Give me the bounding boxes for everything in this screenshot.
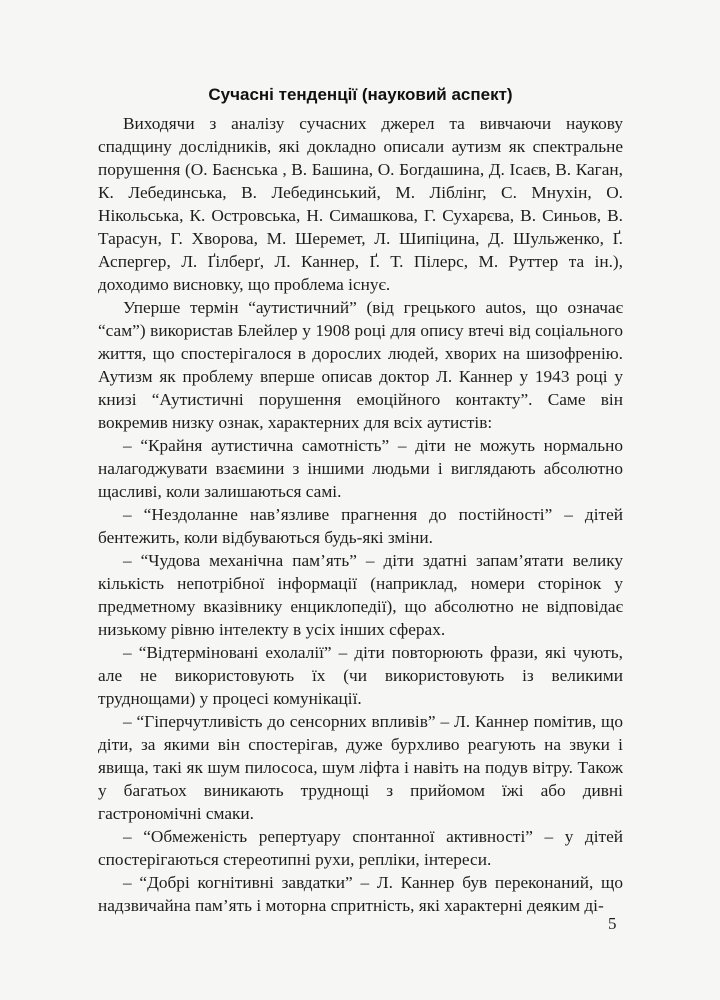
- section-heading: Сучасні тенденції (науковий аспект): [208, 85, 513, 104]
- text-column: [98, 82, 623, 917]
- page-number: 5: [608, 914, 617, 933]
- paragraph-term-history: Уперше термін “аутистичний” (від грецького autos, що означає “сам”) використав Блейлер у 1908 році для опису втечі від соціального життя, що спостерігалося в дорослих людей, хворих на шизофренію. Аутизм як проблему вперше описав доктор Л. Каннер у 1943 році у книзі “Аутистичні порушення емоційного контакту”. Саме він вокремив низку ознак, характерних для всіх аутистів:: [98, 298, 623, 432]
- list-item-autistic-loneliness: – “Крайня аутистична самотність” – діти не можуть нормально налагоджувати взаємини з іншими людьми і виглядають абсолютно щасливі, коли залишаються самі.: [98, 436, 623, 501]
- list-item-persistence: – “Нездоланне нав’язливе прагнення до постійності” – дітей бентежить, коли відбуваються будь-які зміни.: [98, 505, 623, 547]
- paragraph-intro: Виходячи з аналізу сучасних джерел та вивчаючи наукову спадщину дослідників, які докладно описали аутизм як спектральне порушення (О. Баєнська , В. Башина, О. Богдашина, Д. Ісаєв, В. Каган, К. Лебединська, В. Лебединський, М. Ліблінг, С. Мнухін, О. Нікольська, К. Островська, Н. Симашкова, Г. Сухарєва, В. Синьов, В. Тарасун, Г. Хворова, М. Шеремет, Л. Шипіцина, Д. Шульженко, Ґ. Аспергер, Л. Ґілберґ, Л. Каннер, Ґ. Т. Пілерс, М. Руттер та ін.), доходимо висновку, що проблема існує.: [98, 114, 623, 294]
- list-item-cognitive-abilities: – “Добрі когнітивні завдатки” – Л. Каннер був переконаний, що надзвичайна пам’ять і моторна спритність, які характерні деяким ді-: [98, 873, 623, 915]
- list-item-mechanical-memory: – “Чудова механічна пам’ять” – діти здатні запам’ятати велику кількість непотрібної інформації (наприклад, номери сторінок у предметному вказівнику енциклопедії), що абсолютно не відповідає низькому рівню інтелекту в усіх інших сферах.: [98, 551, 623, 639]
- list-item-sensory-hypersensitivity: – “Гіперчутливість до сенсорних впливів” – Л. Каннер помітив, що діти, за якими він спостерігав, дуже бурхливо реагують на звуки і явища, такі як шум пилососа, шум ліфта і навіть на подув вітру. Також у багатьох виникають труднощі з прийомом їжі або дивні гастрономічні смаки.: [98, 712, 623, 823]
- list-item-echolalia: – “Відтерміновані ехолалії” – діти повторюють фрази, які чують, але не використовують їх (чи використовують із великими труднощами) у процесі комунікації.: [98, 643, 623, 708]
- list-item-limited-activity: – “Обмеженість репертуару спонтанної активності” – у дітей спостерігаються стереотипні рухи, репліки, інтереси.: [98, 827, 623, 869]
